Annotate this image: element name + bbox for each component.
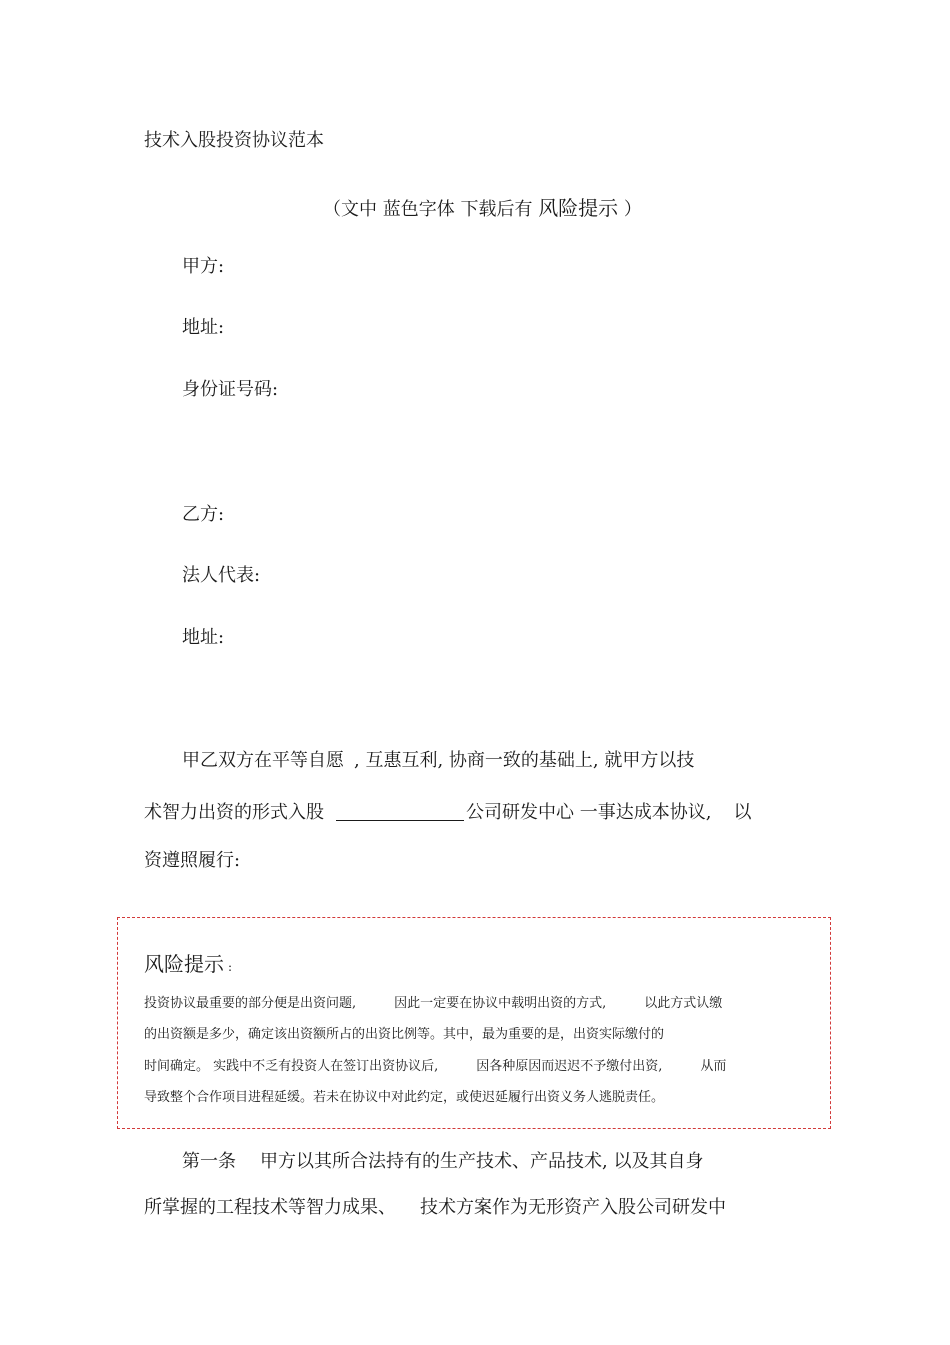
document-subtitle bbox=[323, 192, 642, 221]
intro-line-3: 资遵照履行: bbox=[144, 850, 241, 871]
risk-line-4: 导致整个合作项目进程延缓。若未在协议中对此约定，或使迟延履行出资义务人逃脱责任。 bbox=[144, 1090, 665, 1105]
subtitle-risk-highlight: 风险提示 bbox=[538, 196, 619, 220]
intro-line-1: 甲乙双方在平等自愿 , 互惠互利, 协商一致的基础上, 就甲方以技 bbox=[182, 750, 695, 771]
subtitle-prefix: （文中 蓝色字体 下载后有 bbox=[323, 199, 533, 220]
party-b-legal-rep: 法人代表: bbox=[182, 565, 261, 586]
party-b-address: 地址: bbox=[182, 627, 225, 648]
party-a-label: 甲方: bbox=[182, 256, 225, 277]
party-a-id-number: 身份证号码: bbox=[182, 379, 279, 400]
risk-line-1: 投资协议最重要的部分便是出资问题, 因此一定要在协议中载明出资的方式, 以此方式认缴 bbox=[144, 996, 723, 1011]
article-1-line-2: 所掌握的工程技术等智力成果、 技术方案作为无形资产入股公司研发中 bbox=[144, 1197, 726, 1218]
article-1-number: 第一条 bbox=[182, 1151, 236, 1172]
article-1-line-1: 第一条 甲方以其所合法持有的生产技术、产品技术, 以及其自身 bbox=[182, 1151, 704, 1172]
party-b-label: 乙方: bbox=[182, 504, 225, 525]
document-title: 技术入股投资协议范本 bbox=[144, 130, 324, 151]
risk-line-3: 时间确定。 实践中不乏有投资人在签订出资协议后, 因各种原因而迟迟不予缴付出资, 从而 bbox=[144, 1059, 727, 1074]
risk-notice-title: 风险提示 : bbox=[144, 952, 233, 976]
risk-line-2: 的出资额是多少，确定该出资额所占的出资比例等。其中，最为重要的是，出资实际缴付的 bbox=[144, 1027, 665, 1042]
subtitle-suffix: ） bbox=[623, 199, 642, 220]
investment-company-blank[interactable] bbox=[336, 802, 464, 821]
intro-line-2: 术智力出资的形式入股 公司研发中心 一事达成本协议, 以 bbox=[144, 802, 752, 823]
party-a-address: 地址: bbox=[182, 317, 225, 338]
